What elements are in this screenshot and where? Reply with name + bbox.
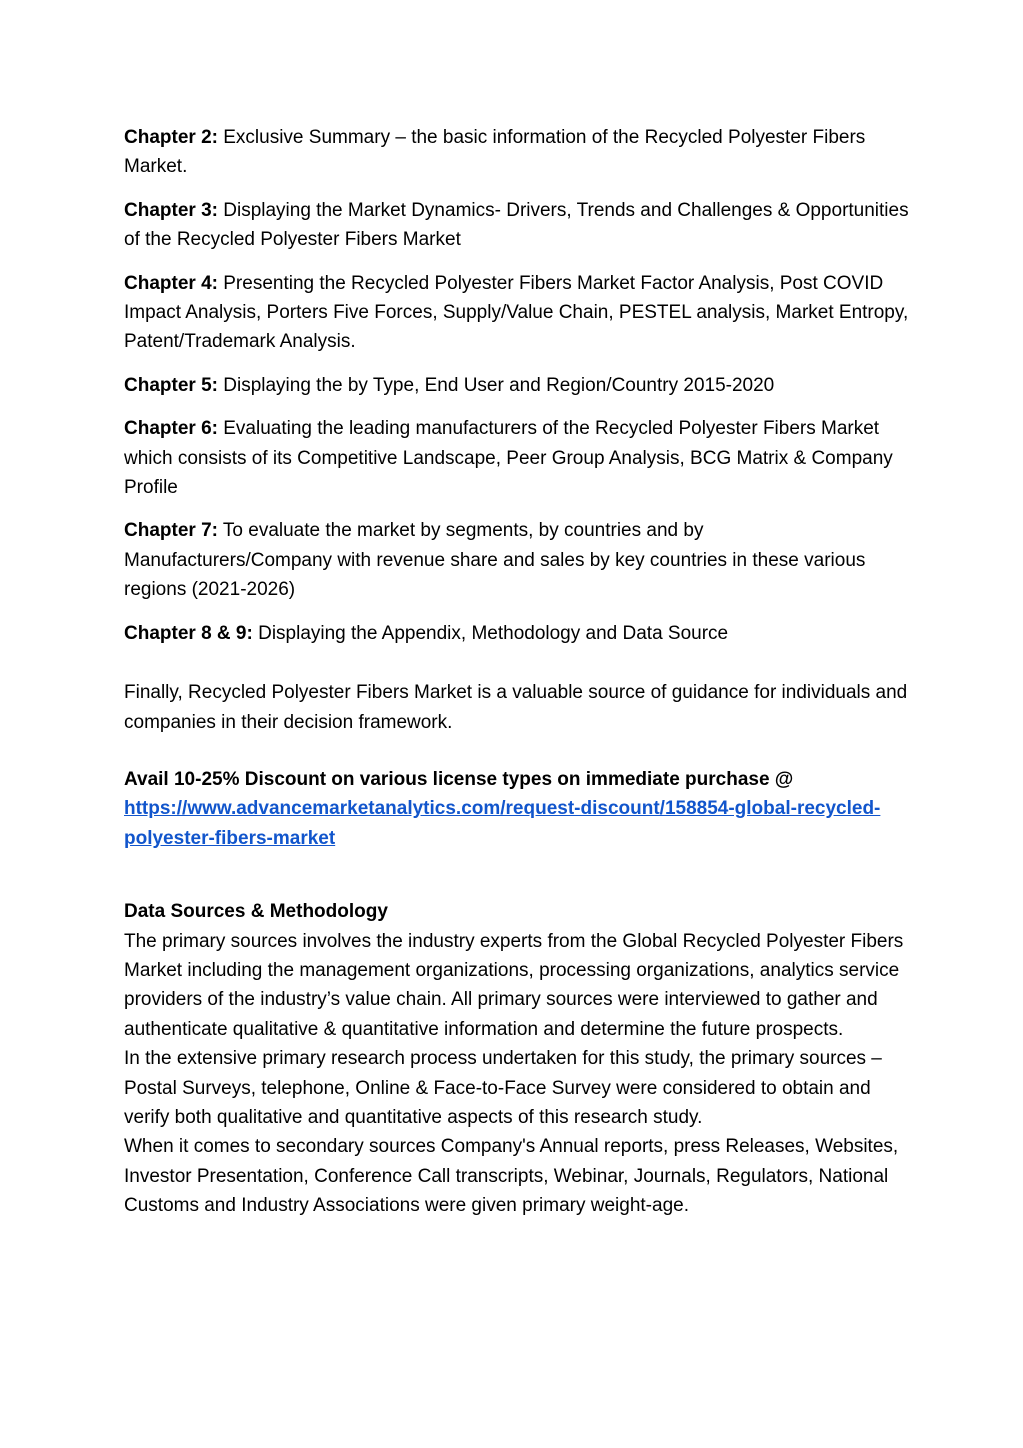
chapter-label: Chapter 2: [124, 127, 218, 148]
chapter-description: Displaying the Market Dynamics- Drivers, Trends and Challenges & Opportunities of the Recycled Polyester Fibers Market [124, 199, 909, 251]
chapter-item [124, 516, 914, 604]
chapter-label: Chapter 8 & 9: [124, 622, 253, 644]
chapter-description: Presenting the Recycled Polyester Fibers Market Factor Analysis, Post COVID Impact Analysis, Porters Five Forces, Supply/Value Chain, PESTEL analysis, Market Entropy, Patent/Trademark Analysis. [124, 272, 909, 353]
chapter-item [124, 619, 914, 648]
chapter-label: Chapter 4: [124, 272, 218, 294]
chapter-item [124, 371, 914, 400]
methodology-section [124, 927, 914, 1221]
chapter-description: Evaluating the leading manufacturers of the Recycled Polyester Fibers Market which consists of its Competitive Landscape, Peer Group Analysis, BCG Matrix & Company Profile [124, 418, 893, 499]
chapter-description: To evaluate the market by segments, by countries and by Manufacturers/Company with revenue share and sales by key countries in these various regions (2021-2026) [124, 520, 866, 601]
chapter-item [124, 196, 914, 255]
chapter-label: Chapter 6: [124, 418, 218, 440]
discount-offer [124, 765, 914, 853]
methodology-heading: Data Sources & Methodology [124, 901, 388, 923]
chapter-label: Chapter 5: [124, 374, 218, 396]
document-page [124, 123, 914, 1221]
conclusion-paragraph: Finally, Recycled Polyester Fibers Market is a valuable source of guidance for individuals and companies in their decision framework. [124, 682, 908, 733]
chapter-description: Displaying the Appendix, Methodology and Data Source [252, 622, 729, 644]
discount-lead-text: Avail 10-25% Discount on various license types on immediate purchase @ [124, 768, 794, 790]
chapter-list [124, 123, 914, 648]
chapter-description: Displaying the by Type, End User and Region/Country 2015-2020 [217, 374, 775, 396]
chapter-item [124, 123, 914, 182]
discount-request-link[interactable]: https://www.advancemarketanalytics.com/request-discount/158854-global-recycled-polyester-fibers-market [124, 798, 881, 849]
chapter-item [124, 269, 914, 357]
methodology-paragraph: The primary sources involves the industry experts from the Global Recycled Polyester Fibers Market including the management organizations, processing organizations, analytics service providers of the industry’s value chain. All primary sources were interviewed to gather and authenticate qualitative & quantitative information and determine the future prospects. [124, 930, 904, 1040]
chapter-item [124, 414, 914, 502]
chapter-label: Chapter 7: [124, 520, 218, 542]
methodology-paragraph: When it comes to secondary sources Company's Annual reports, press Releases, Websites, Investor Presentation, Conference Call transcripts, Webinar, Journals, Regulators, National Customs and Industry Associations were given primary weight-age. [124, 1136, 899, 1217]
methodology-paragraph: In the extensive primary research process undertaken for this study, the primary sources – Postal Surveys, telephone, Online & Face-to-Face Survey were considered to obtain and verify both qualitative and quantitative aspects of this research study. [124, 1048, 882, 1128]
chapter-label: Chapter 3: [124, 199, 218, 221]
chapter-description: Exclusive Summary – the basic information of the Recycled Polyester Fibers Market. [124, 127, 866, 178]
